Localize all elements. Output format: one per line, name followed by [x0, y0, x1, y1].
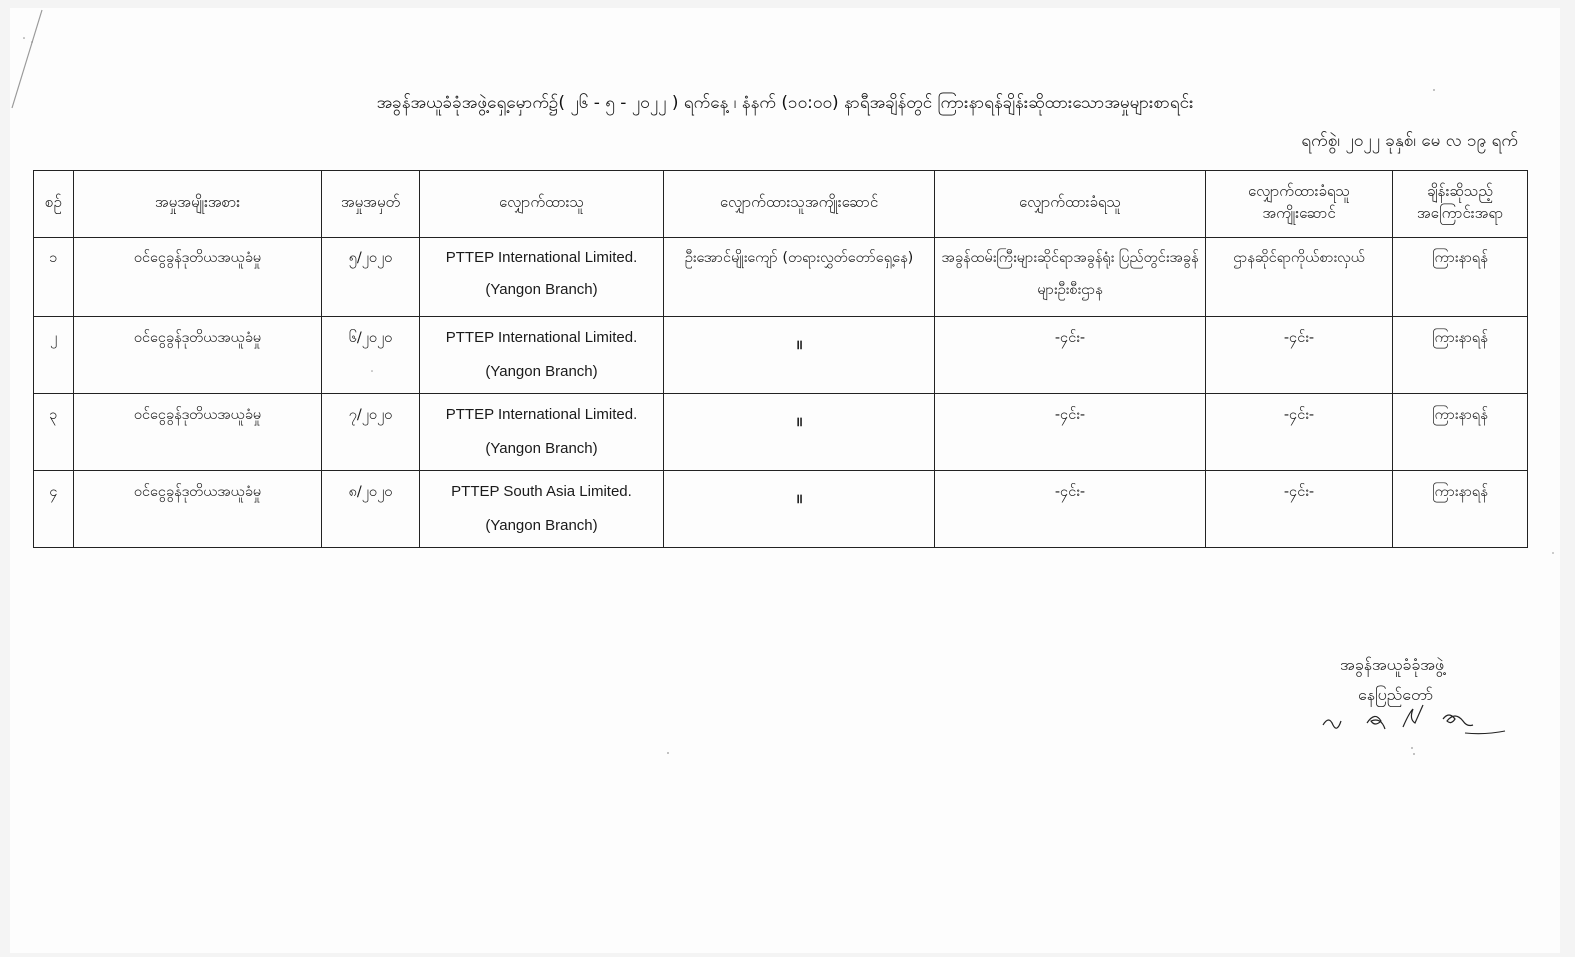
cell-respondent-rep: -၄င်း- — [1206, 317, 1393, 394]
applicant-branch: (Yangon Branch) — [485, 440, 598, 457]
cell-applicant-rep — [664, 317, 935, 394]
ditto-mark: ॥ — [795, 338, 803, 353]
header-applicant-rep: လျှောက်ထားသူအကျိုးဆောင် — [664, 171, 935, 238]
cell-respondent: အခွန်ထမ်းကြီးများဆိုင်ရာအခွန်ရုံး ပြည်တွင်းအခွန်များဦးစီးဌာန — [935, 238, 1206, 317]
cell-respondent: -၄င်း- — [935, 471, 1206, 548]
signatory-organization: အခွန်အယူခံခုံအဖွဲ့ — [1340, 655, 1445, 674]
header-applicant: လျှောက်ထားသူ — [420, 171, 664, 238]
cell-no: ၄ — [34, 471, 74, 548]
cell-purpose: ကြားနာရန် — [1393, 471, 1528, 548]
cell-applicant — [420, 317, 664, 394]
cell-purpose: ကြားနာရန် — [1393, 394, 1528, 471]
cell-purpose: ကြားနာရန် — [1393, 238, 1528, 317]
applicant-branch: (Yangon Branch) — [485, 281, 598, 298]
header-respondent: လျှောက်ထားခံရသူ — [935, 171, 1206, 238]
header-purpose: ချိန်းဆိုသည့် အကြောင်းအရာ — [1393, 171, 1528, 238]
cell-applicant-rep — [664, 471, 935, 548]
cell-case-no: ၆/၂၀၂၀ — [322, 317, 420, 394]
ditto-mark: ॥ — [795, 492, 803, 507]
cell-case-no: ၅/၂၀၂၀ — [322, 238, 420, 317]
cell-case-type: ဝင်ငွေခွန်ဒုတိယအယူခံမှု — [74, 394, 322, 471]
cell-no: ၂ — [34, 317, 74, 394]
applicant-name: PTTEP International Limited. — [445, 329, 638, 346]
cell-respondent-rep: -၄င်း- — [1206, 471, 1393, 548]
cell-no: ၁ — [34, 238, 74, 317]
cell-respondent-rep: ဌာနဆိုင်ရာကိုယ်စားလှယ် — [1206, 238, 1393, 317]
table-header-row — [34, 171, 1528, 238]
applicant-name: PTTEP International Limited. — [445, 249, 638, 266]
header-case-no: အမှုအမှတ် — [322, 171, 420, 238]
applicant-name: PTTEP South Asia Limited. — [451, 483, 632, 500]
table-row — [34, 394, 1528, 471]
document-date: ရက်စွဲ၊ ၂၀၂၂ ခုနှစ်၊ မေ လ ၁၉ ရက် — [1301, 131, 1518, 151]
header-case-type: အမှုအမျိုးအစား — [74, 171, 322, 238]
header-no: စဉ် — [34, 171, 74, 238]
handwritten-signature — [1315, 693, 1515, 753]
cell-case-type: ဝင်ငွေခွန်ဒုတိယအယူခံမှု — [74, 317, 322, 394]
cell-applicant — [420, 471, 664, 548]
applicant-branch: (Yangon Branch) — [485, 363, 598, 380]
cell-no: ၃ — [34, 394, 74, 471]
table-row — [34, 317, 1528, 394]
hearing-schedule-table — [33, 170, 1528, 548]
cell-applicant-rep — [664, 394, 935, 471]
cell-respondent-rep: -၄င်း- — [1206, 394, 1393, 471]
header-respondent-rep: လျှောက်ထားခံရသူ အကျိုးဆောင် — [1206, 171, 1393, 238]
cell-case-type: ဝင်ငွေခွန်ဒုတိယအယူခံမှု — [74, 238, 322, 317]
cell-case-type: ဝင်ငွေခွန်ဒုတိယအယူခံမှု — [74, 471, 322, 548]
applicant-branch: (Yangon Branch) — [485, 517, 598, 534]
cell-respondent: -၄င်း- — [935, 317, 1206, 394]
signatory-location: နေပြည်တော် — [1358, 685, 1434, 704]
cell-case-no: ၇/၂၀၂၀ — [322, 394, 420, 471]
cell-purpose: ကြားနာရန် — [1393, 317, 1528, 394]
cell-applicant-rep: ဦးအောင်မျိုးကျော် (တရားလွှတ်တော်ရှေ့နေ) — [664, 238, 935, 317]
cell-applicant — [420, 394, 664, 471]
table-row — [34, 238, 1528, 317]
document-page — [10, 8, 1560, 953]
cell-applicant — [420, 238, 664, 317]
cell-case-no: ၈/၂၀၂၀ — [322, 471, 420, 548]
ditto-mark: ॥ — [795, 415, 803, 430]
table-row — [34, 471, 1528, 548]
applicant-name: PTTEP International Limited. — [445, 406, 638, 423]
document-title: အခွန်အယူခံခုံအဖွဲ့ရှေ့မှောက်၌( ၂၆ - ၅ - ၂၀၂၂ ) ရက်နေ့ ၊ နံနက် (၁၀:၀၀) နာရီအချိန်တွင် ကြားနာရန်ချိန်းဆိုထားသောအမှုများစာရင်း — [376, 93, 1194, 113]
cell-respondent: -၄င်း- — [935, 394, 1206, 471]
